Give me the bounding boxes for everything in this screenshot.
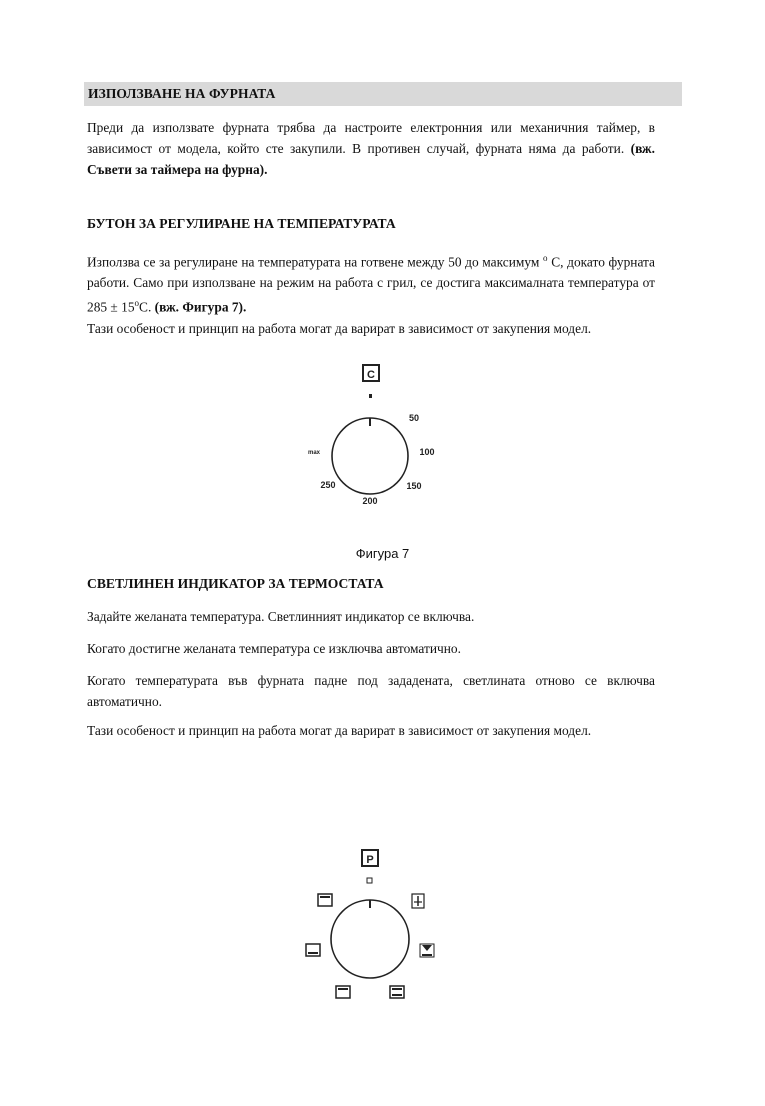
off-dot-icon	[369, 394, 372, 398]
top-heat-icon	[336, 986, 350, 998]
degree-sup: o	[543, 253, 548, 263]
dial-label-max: max	[307, 450, 321, 456]
temperature-dial-figure	[290, 352, 460, 532]
thermostat-p3: Когато температурата във фурната падне под зададената, светлината отново се включва автоматично.	[87, 673, 655, 709]
dial-label-200: 200	[362, 496, 378, 506]
dial-circle	[332, 418, 408, 494]
thermostat-p4: Тази особеност и принцип на работа могат да варират в зависимост от закупения модел.	[87, 723, 592, 738]
intro-text: Преди да използвате фурната трябва да настроите електронния или механичния таймер, в зависимост от модела, който сте закупили. В противен случай, фурната няма да работи.	[87, 120, 655, 156]
thermostat-symbol-label: C	[367, 369, 375, 381]
section-title: ИЗПОЛЗВАНЕ НА ФУРНАТА	[88, 86, 276, 101]
function-dial-figure	[290, 838, 450, 1028]
figure-ref: (вж. Фигура 7).	[154, 299, 247, 315]
top-grill-icon	[318, 894, 332, 906]
temp-text-c: C.	[139, 299, 152, 315]
grill-icon	[420, 944, 434, 957]
fan-icon	[412, 894, 424, 908]
dial-label-100: 100	[419, 447, 435, 457]
temp-text-a: Използва се за регулиране на температурата на готвене между 50 до максимум	[87, 254, 540, 270]
temp-text-b: C, докато фурната работи. Само при използване на режим на работа с грил, се достига максималната температура от 285 ± 15	[87, 254, 656, 315]
intro-ref: (вж. Съвети за таймера на фурна).	[87, 141, 655, 177]
dial-label-250: 250	[320, 480, 336, 490]
top-bottom-heat-icon	[390, 986, 404, 998]
dial-label-50: 50	[408, 413, 420, 423]
thermostat-p1: Задайте желаната температура. Светлинният индикатор се включва.	[87, 609, 475, 624]
temp-button-paragraph	[87, 248, 655, 318]
temp-button-heading: БУТОН ЗА РЕГУЛИРАНЕ НА ТЕМПЕРАТУРАТА	[87, 216, 396, 231]
thermostat-heading: СВЕТЛИНЕН ИНДИКАТОР ЗА ТЕРМОСТАТА	[87, 576, 384, 591]
function-symbol-label: P	[366, 854, 374, 866]
figure-caption: Фигура 7	[355, 546, 410, 561]
bottom-heat-icon	[306, 944, 320, 956]
intro-paragraph	[87, 117, 655, 180]
degree-sup-2: o	[134, 298, 140, 309]
thermostat-p2: Когато достигне желаната температура се изключва автоматично.	[87, 641, 461, 656]
section-title-bar	[84, 82, 682, 106]
dial-label-150: 150	[406, 481, 422, 491]
temp-button-note: Тази особеност и принцип на работа могат да варират в зависимост от закупения модел.	[87, 321, 592, 336]
function-dial-circle	[331, 900, 409, 978]
lamp-dot-icon	[367, 878, 372, 883]
